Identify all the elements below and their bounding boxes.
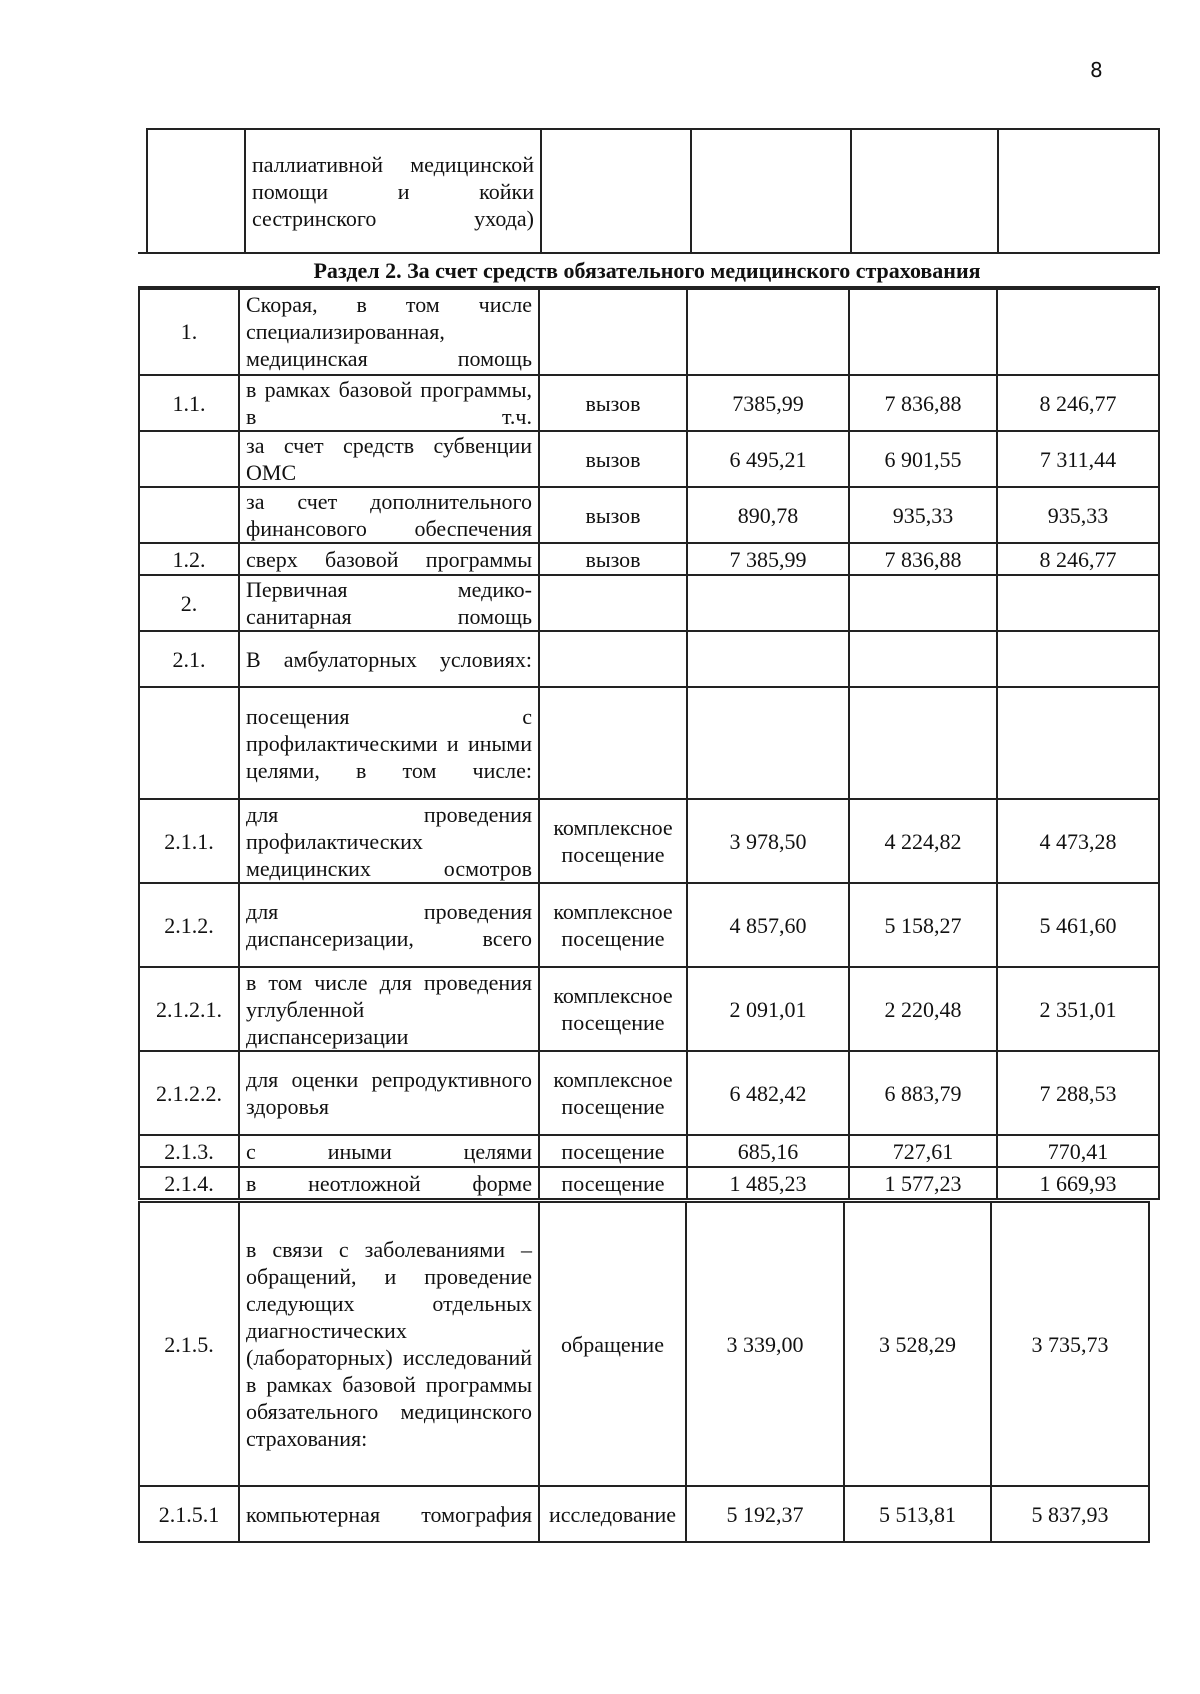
table-row	[139, 1202, 1149, 1486]
row-value-2	[849, 575, 997, 631]
row-value-1: 685,16	[687, 1135, 849, 1167]
page-number: 8	[1090, 58, 1103, 82]
row-description: Скорая, в том числе специализированная, медицинская помощь	[239, 287, 539, 375]
row-number	[139, 431, 239, 487]
row-value-3: 4 473,28	[997, 799, 1159, 883]
row-value-2: 1 577,23	[849, 1167, 997, 1199]
row-value-2: 3 528,29	[844, 1202, 991, 1486]
row-description: посещения с профилактическими и иными целями, в том числе:	[239, 687, 539, 799]
row-value-3: 935,33	[997, 487, 1159, 543]
row-number: 2.1.5.1	[139, 1486, 239, 1542]
row-description: паллиативной медицинской помощи и койки сестринского ухода)	[245, 129, 541, 253]
table-row	[139, 799, 1159, 883]
row-value-3	[997, 287, 1159, 375]
row-unit	[541, 129, 691, 253]
row-unit: посещение	[539, 1167, 687, 1199]
table-row	[139, 631, 1159, 687]
row-description: для проведения профилактических медицинских осмотров	[239, 799, 539, 883]
row-description: В амбулаторных условиях:	[239, 631, 539, 687]
table-row	[139, 1167, 1159, 1199]
row-value-2	[849, 687, 997, 799]
row-unit: вызов	[539, 487, 687, 543]
table-row	[139, 487, 1159, 543]
row-unit	[539, 631, 687, 687]
table-row	[139, 1051, 1159, 1135]
row-value-3: 8 246,77	[997, 543, 1159, 575]
row-value-2: 935,33	[849, 487, 997, 543]
row-unit: комплексное посещение	[539, 799, 687, 883]
table-row	[139, 1135, 1159, 1167]
row-value-1	[687, 687, 849, 799]
row-unit	[539, 575, 687, 631]
row-value-2	[849, 631, 997, 687]
row-number: 2.1.3.	[139, 1135, 239, 1167]
row-value-3: 5 837,93	[991, 1486, 1149, 1542]
table-row	[147, 129, 1159, 253]
table-row	[139, 431, 1159, 487]
row-unit: комплексное посещение	[539, 967, 687, 1051]
row-value-3	[997, 631, 1159, 687]
row-value-1: 3 339,00	[686, 1202, 844, 1486]
row-unit: исследование	[539, 1486, 686, 1542]
row-value-3: 2 351,01	[997, 967, 1159, 1051]
section-title: Раздел 2. За счет средств обязательного медицинского страхования	[138, 252, 1156, 290]
row-value-2: 727,61	[849, 1135, 997, 1167]
row-description: для оценки репродуктивного здоровья	[239, 1051, 539, 1135]
row-value-2: 7 836,88	[849, 543, 997, 575]
row-value-1	[687, 575, 849, 631]
table-row	[139, 1486, 1149, 1542]
row-description: Первичная медико-санитарная помощь	[239, 575, 539, 631]
row-value-1	[687, 631, 849, 687]
row-value-1: 4 857,60	[687, 883, 849, 967]
continuation-table	[146, 128, 1160, 254]
row-number: 2.1.5.	[139, 1202, 239, 1486]
row-number	[147, 129, 245, 253]
table-row	[139, 883, 1159, 967]
table-row	[139, 687, 1159, 799]
row-value-3: 1 669,93	[997, 1167, 1159, 1199]
row-value-2: 6 901,55	[849, 431, 997, 487]
row-number: 2.1.4.	[139, 1167, 239, 1199]
row-value-2	[851, 129, 998, 253]
row-value-3	[998, 129, 1159, 253]
row-number: 1.1.	[139, 375, 239, 431]
rates-table	[138, 286, 1160, 1200]
row-value-2: 4 224,82	[849, 799, 997, 883]
row-description: в связи с заболеваниями – обращений, и проведение следующих отдельных диагностических (лабораторных) исследований в рамках базовой программы обязательного медицинского страхования:	[239, 1202, 539, 1486]
row-value-2: 6 883,79	[849, 1051, 997, 1135]
row-description: сверх базовой программы	[239, 543, 539, 575]
row-number: 1.2.	[139, 543, 239, 575]
row-description: за счет средств субвенции ОМС	[239, 431, 539, 487]
row-value-1: 7 385,99	[687, 543, 849, 575]
row-description: для проведения диспансеризации, всего	[239, 883, 539, 967]
row-unit	[539, 287, 687, 375]
row-unit: посещение	[539, 1135, 687, 1167]
row-value-1	[687, 287, 849, 375]
row-number: 2.	[139, 575, 239, 631]
row-number: 2.1.1.	[139, 799, 239, 883]
row-value-3	[997, 575, 1159, 631]
table-row	[139, 575, 1159, 631]
row-description: в неотложной форме	[239, 1167, 539, 1199]
table-row	[139, 375, 1159, 431]
row-value-1: 7385,99	[687, 375, 849, 431]
row-value-3: 8 246,77	[997, 375, 1159, 431]
row-value-1: 2 091,01	[687, 967, 849, 1051]
row-value-1: 6 482,42	[687, 1051, 849, 1135]
row-value-3: 770,41	[997, 1135, 1159, 1167]
row-description: за счет дополнительного финансового обеспечения	[239, 487, 539, 543]
row-value-3: 7 288,53	[997, 1051, 1159, 1135]
row-number: 1.	[139, 287, 239, 375]
row-unit: вызов	[539, 431, 687, 487]
row-number: 2.1.2.	[139, 883, 239, 967]
table-row	[139, 967, 1159, 1051]
row-value-3	[997, 687, 1159, 799]
row-unit: комплексное посещение	[539, 1051, 687, 1135]
row-value-2: 2 220,48	[849, 967, 997, 1051]
row-unit: вызов	[539, 543, 687, 575]
row-value-3: 7 311,44	[997, 431, 1159, 487]
row-value-3: 5 461,60	[997, 883, 1159, 967]
rates-table-continued	[138, 1201, 1150, 1543]
row-number	[139, 687, 239, 799]
row-value-1	[691, 129, 851, 253]
row-value-2: 7 836,88	[849, 375, 997, 431]
row-number: 2.1.2.1.	[139, 967, 239, 1051]
row-number	[139, 487, 239, 543]
row-value-2	[849, 287, 997, 375]
row-unit: вызов	[539, 375, 687, 431]
row-number: 2.1.	[139, 631, 239, 687]
table-row	[139, 543, 1159, 575]
table-row	[139, 287, 1159, 375]
row-value-1: 6 495,21	[687, 431, 849, 487]
row-description: в том числе для проведения углубленной диспансеризации	[239, 967, 539, 1051]
row-value-2: 5 158,27	[849, 883, 997, 967]
row-value-1: 5 192,37	[686, 1486, 844, 1542]
row-number: 2.1.2.2.	[139, 1051, 239, 1135]
row-description: в рамках базовой программы, в т.ч.	[239, 375, 539, 431]
row-value-3: 3 735,73	[991, 1202, 1149, 1486]
row-value-1: 1 485,23	[687, 1167, 849, 1199]
row-unit	[539, 687, 687, 799]
row-description: с иными целями	[239, 1135, 539, 1167]
row-value-1: 890,78	[687, 487, 849, 543]
row-unit: обращение	[539, 1202, 686, 1486]
row-unit: комплексное посещение	[539, 883, 687, 967]
row-description: компьютерная томография	[239, 1486, 539, 1542]
row-value-2: 5 513,81	[844, 1486, 991, 1542]
row-value-1: 3 978,50	[687, 799, 849, 883]
